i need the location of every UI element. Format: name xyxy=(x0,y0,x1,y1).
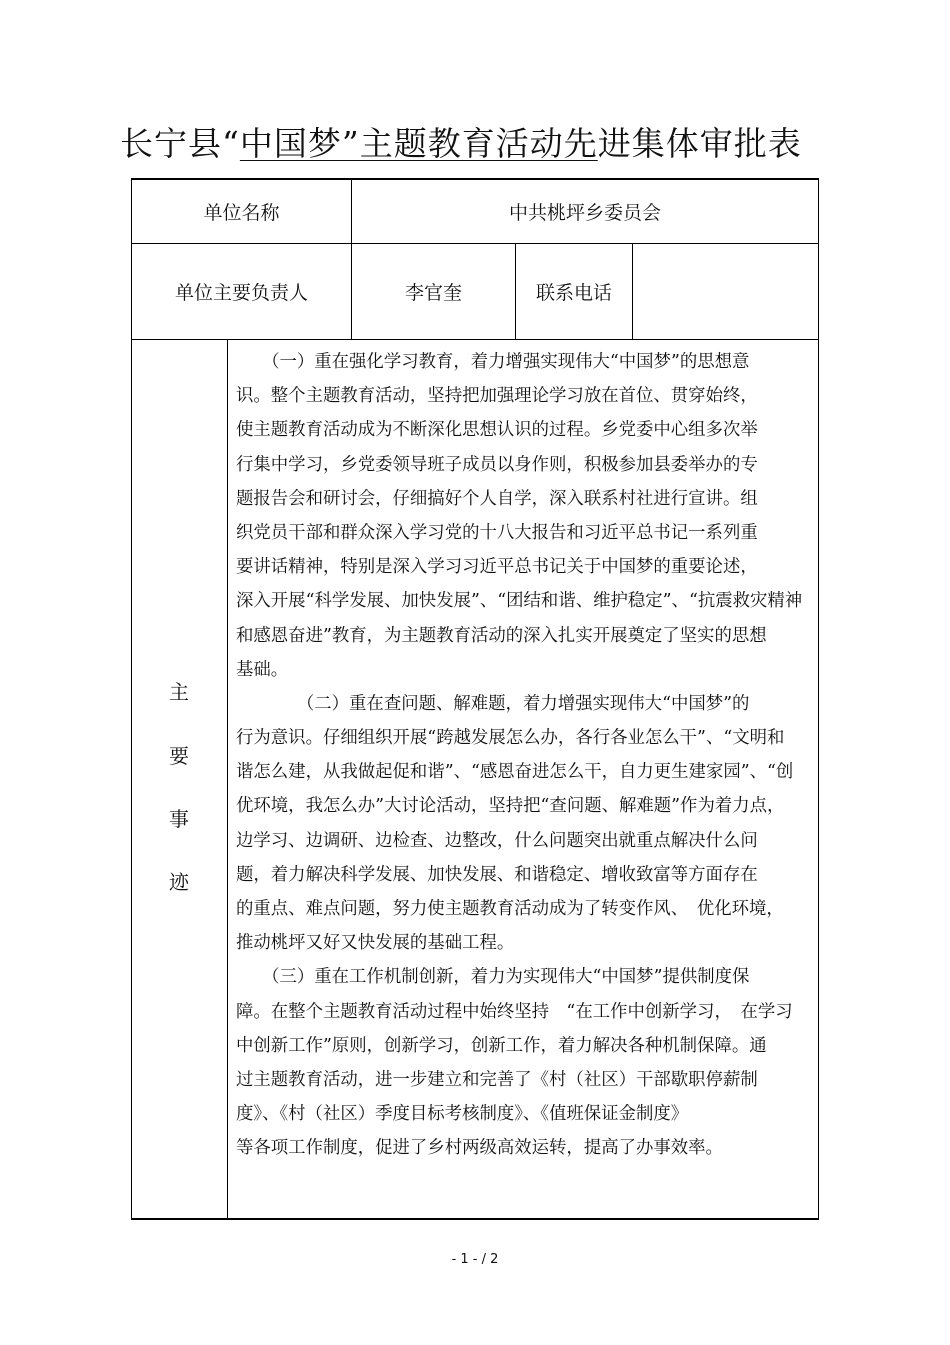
text-line: 行集中学习，乡党委领导班子成员以身作则，积极参加县委举办的专 xyxy=(236,454,758,475)
table-right-border xyxy=(818,178,819,1220)
text-line: （二）重在查问题、解难题，着力增强实现伟大“中国梦”的 xyxy=(236,693,750,714)
page-indicator: - 1 - / 2 xyxy=(451,1252,499,1267)
text-line: 过主题教育活动，进一步建立和完善了《村（社区）干部歇职停薪制 xyxy=(236,1069,758,1090)
text-line: 中创新工作”原则，创新学习，创新工作，着力解决各种机制保障。通 xyxy=(236,1035,767,1056)
text-line: 等各项工作制度，促进了乡村两级高效运转，提高了办事效率。 xyxy=(236,1138,723,1159)
main-deeds-char-2: 要 xyxy=(169,744,189,768)
text-line: （三）重在工作机制创新，着力为实现伟大“中国梦”提供制度保 xyxy=(236,967,750,988)
text-line: 的重点、难点问题，努力使主题教育活动成为了转变作风、 优化环境， xyxy=(236,899,784,919)
col-divider-deeds xyxy=(227,339,228,1219)
text-line: 识。整个主题教育活动，坚持把加强理论学习放在首位、贯穿始终， xyxy=(236,386,758,407)
text-line: （一）重在强化学习教育，着力增强实现伟大“中国梦”的思想意 xyxy=(236,352,750,372)
title-suffix: 进集体审批表 xyxy=(597,124,802,163)
unit-name-value: 中共桃坪乡委员会 xyxy=(508,202,661,224)
title-underlined: 中国梦”主题教育活动先 xyxy=(239,124,598,163)
main-deeds-char-4: 迹 xyxy=(169,870,189,894)
unit-name-label: 单位名称 xyxy=(203,202,280,224)
leader-label: 单位主要负责人 xyxy=(174,282,308,304)
main-deeds-char-1: 主 xyxy=(169,680,189,704)
document-title xyxy=(120,118,840,165)
text-line: 题报告会和研讨会，仔细搞好个人自学，深入联系村社进行宣讲。组 xyxy=(236,488,758,509)
text-line: 优环境，我怎么办”大讨论活动，坚持把“查问题、解难题”作为着力点， xyxy=(236,796,785,817)
text-line: 使主题教育活动成为不断深化思想认识的过程。乡党委中心组多次举 xyxy=(236,420,758,441)
text-line: 谐怎么建，从我做起促和谐”、“感恩奋进怎么干，自力更生建家园”、“创 xyxy=(236,762,794,783)
text-line: 边学习、边调研、边检查、边整改，什么问题突出就重点解决什么问 xyxy=(236,830,758,851)
text-line: 题，着力解决科学发展、加快发展、和谐稳定、增收致富等方面存在 xyxy=(236,864,758,885)
text-line: 要讲话精神，特别是深入学习习近平总书记关于中国梦的重要论述， xyxy=(236,557,758,578)
text-line: 深入开展“科学发展、加快发展”、“团结和谐、维护稳定”、“抗震救灾精神 xyxy=(236,591,803,612)
leader-value: 李官奎 xyxy=(404,282,462,304)
text-line: 和感恩奋进”教育，为主题教育活动的深入扎实开展奠定了坚实的思想 xyxy=(236,625,767,646)
title-prefix: 长宁县“ xyxy=(120,124,240,163)
phone-label: 联系电话 xyxy=(535,282,612,304)
text-line: 推动桃坪又好又快发展的基础工程。 xyxy=(236,933,515,954)
text-line: 基础。 xyxy=(236,659,289,680)
text-line: 织党员干部和群众深入学习党的十八大报告和习近平总书记一系列重 xyxy=(236,522,758,543)
phone-value xyxy=(633,244,818,339)
main-deeds-char-3: 事 xyxy=(169,807,189,831)
text-line: 行为意识。仔细组织开展“跨越发展怎么办，各行各业怎么干”、“文明和 xyxy=(236,728,785,749)
text-line: 度》、《村（社区）季度目标考核制度》、《值班保证金制度》 xyxy=(236,1104,689,1125)
text-line: 障。在整个主题教育活动过程中始终坚持 “在工作中创新学习， 在学习 xyxy=(236,1001,793,1022)
table-bottom-border xyxy=(131,1218,819,1220)
row-divider-2 xyxy=(131,339,819,340)
main-deeds-text xyxy=(236,345,818,1166)
